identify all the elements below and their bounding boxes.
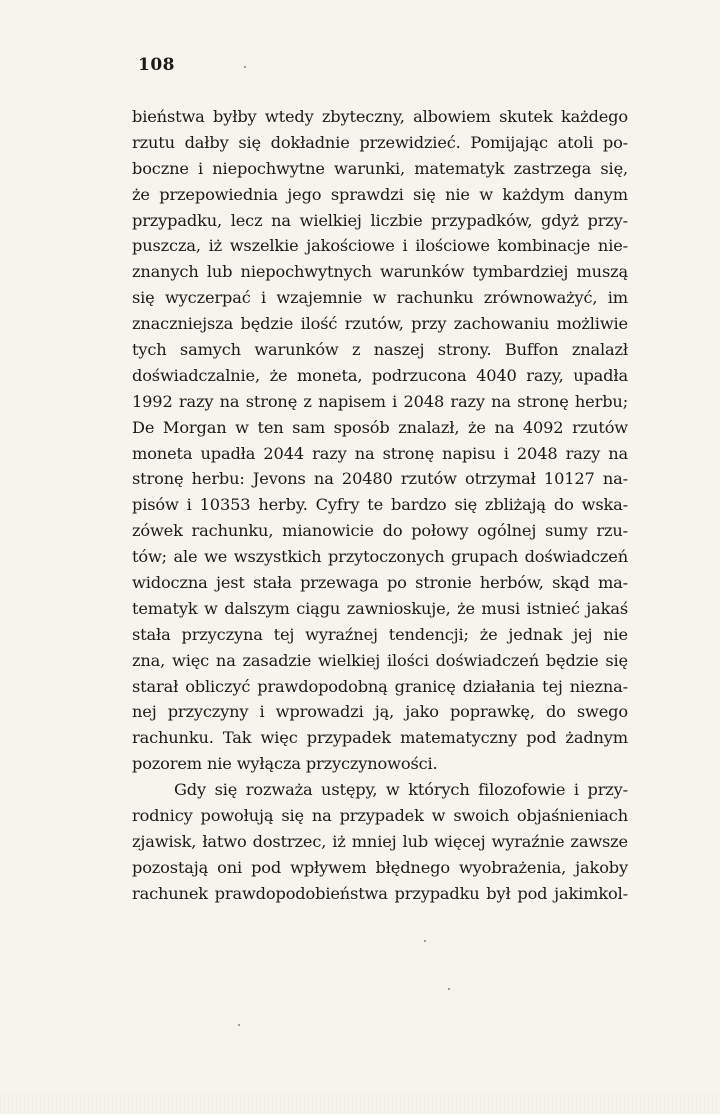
paper-speck — [238, 1024, 240, 1026]
text-line: tych samych warunków z naszej strony. Buffon znalazł — [132, 340, 628, 360]
text-line: przypadku, lecz na wielkiej liczbie przypadków, gdyż przy- — [132, 210, 628, 230]
text-line: rodnicy powołują się na przypadek w swoich objaśnieniach — [132, 806, 628, 826]
paper-speck — [244, 66, 246, 68]
text-line: stronę herbu: Jevons na 20480 rzutów otrzymał 10127 na- — [132, 469, 628, 489]
text-line: puszcza, iż wszelkie jakościowe i ilościowe kombinacje nie- — [132, 236, 628, 256]
text-line: pozorem nie wyłącza przyczynowości. — [132, 754, 438, 774]
text-line: boczne i niepochwytne warunki, matematyk zastrzega się, — [132, 158, 628, 178]
paper-speck — [448, 988, 450, 990]
body-text — [132, 104, 628, 907]
paragraph-1 — [132, 104, 628, 777]
text-line: że przepowiednia jego sprawdzi się nie w każdym danym — [132, 184, 628, 204]
text-line: starał obliczyć prawdopodobną granicę działania tej niezna- — [132, 676, 628, 696]
text-line: 1992 razy na stronę z napisem i 2048 razy na stronę herbu; — [132, 391, 628, 411]
text-line: zjawisk, łatwo dostrzec, iż mniej lub więcej wyraźnie zawsze — [132, 831, 628, 851]
text-line: bieństwa byłby wtedy zbyteczny, albowiem skutek każdego — [132, 107, 628, 126]
text-line: nej przyczyny i wprowadzi ją, jako poprawkę, do swego — [132, 702, 628, 722]
text-line: tematyk w dalszym ciągu zawnioskuje, że musi istnieć jakaś — [132, 598, 628, 618]
paragraph-2 — [132, 777, 628, 906]
text-line: stała przyczyna tej wyraźnej tendencji; że jednak jej nie — [132, 624, 628, 644]
text-line: rzutu dałby się dokładnie przewidzieć. Pomijając atoli po- — [132, 132, 628, 152]
text-line: zna, więc na zasadzie wielkiej ilości doświadczeń będzie się — [132, 650, 628, 670]
text-line: De Morgan w ten sam sposób znalazł, że na 4092 rzutów — [132, 417, 628, 437]
text-line: rachunek prawdopodobieństwa przypadku był pod jakimkol- — [132, 883, 628, 903]
text-line: widoczna jest stała przewaga po stronie herbów, skąd ma- — [132, 573, 628, 593]
paper-speck — [424, 940, 426, 942]
text-line: znaczniejsza będzie ilość rzutów, przy zachowaniu możliwie — [132, 314, 628, 334]
text-line: moneta upadła 2044 razy na stronę napisu i 2048 razy na — [132, 443, 628, 463]
text-line: Gdy się rozważa ustępy, w których filozofowie i przy- — [174, 780, 628, 800]
text-line: pozostają oni pod wpływem błędnego wyobrażenia, jakoby — [132, 857, 628, 877]
text-line: się wyczerpać i wzajemnie w rachunku zrównoważyć, im — [132, 288, 628, 308]
text-line: zówek rachunku, mianowicie do połowy ogólnej sumy rzu- — [132, 521, 628, 541]
text-line: doświadczalnie, że moneta, podrzucona 4040 razy, upadła — [132, 365, 628, 385]
page-number: 108 — [138, 55, 175, 75]
text-line: znanych lub niepochwytnych warunków tymbardziej muszą — [132, 262, 628, 282]
text-line: tów; ale we wszystkich przytoczonych grupach doświadczeń — [132, 547, 628, 567]
text-line: pisów i 10353 herby. Cyfry te bardzo się zbliżają do wska- — [132, 495, 628, 515]
text-line: rachunku. Tak więc przypadek matematyczny pod żadnym — [132, 728, 628, 748]
scan-edge-texture — [0, 1094, 720, 1114]
